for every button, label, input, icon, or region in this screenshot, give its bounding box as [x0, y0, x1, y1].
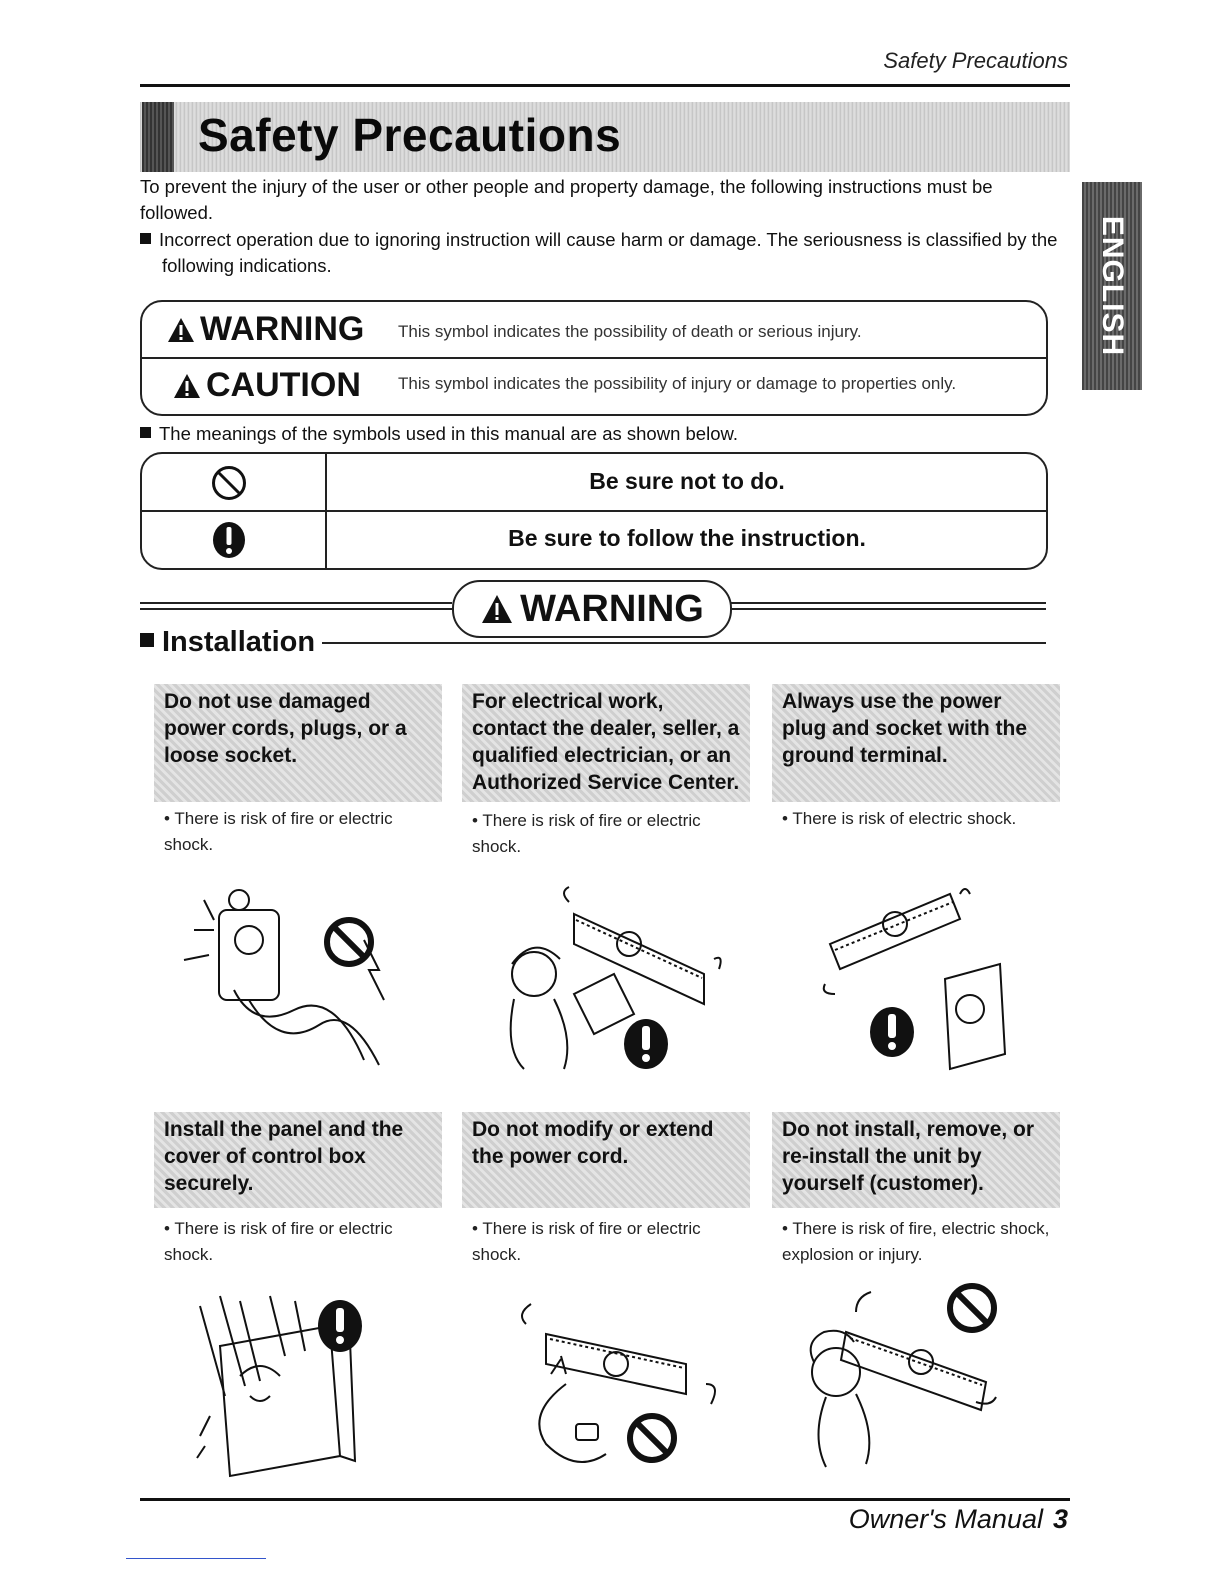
symbol-meaning-follow: Be sure to follow the instruction. [508, 525, 866, 551]
warning-label-text: WARNING [200, 310, 365, 348]
item-note-1-text: There is risk of fire or electric shock. [164, 809, 393, 854]
illustration-power-cord [506, 1294, 736, 1474]
item-note-2: • There is risk of fire or electric shock. [472, 811, 701, 856]
symbol-row-divider [142, 510, 1046, 512]
warning-rule-left-2 [140, 608, 452, 610]
footer-rule [140, 1498, 1070, 1501]
intro-paragraph: To prevent the injury of the user or other people and property damage, the following instructions must be followed. [140, 176, 993, 223]
bullet-square-icon [140, 427, 151, 438]
warning-rule-right-2 [728, 608, 1046, 610]
item-callout-6: Do not install, remove, or re-install the unit by yourself (customer). [772, 1112, 1060, 1208]
illustration-control-box-cover [180, 1296, 380, 1486]
signal-word-box [140, 300, 1048, 416]
mandatory-icon [318, 1300, 362, 1352]
item-note-3-text: There is risk of electric shock. [792, 809, 1017, 828]
illustration-ground-socket [810, 884, 1020, 1074]
mandatory-icon [624, 1019, 668, 1069]
item-note-2-text: There is risk of fire or electric shock. [472, 811, 701, 856]
running-header: Safety Precautions [883, 48, 1068, 73]
item-note-6: • There is risk of fire, electric shock, explosion or injury. [782, 1219, 1050, 1264]
link-underline [126, 1558, 266, 1559]
warning-rule-left-1 [140, 602, 452, 604]
intro-bullet-1 [140, 227, 1082, 279]
signal-divider [142, 357, 1046, 359]
item-note-4-text: There is risk of fire or electric shock. [164, 1219, 393, 1264]
item-callout-1: Do not use damaged power cords, plugs, or a loose socket. [154, 684, 442, 802]
section-heading-text: Installation [162, 626, 316, 658]
caution-description: This symbol indicates the possibility of injury or damage to properties only. [398, 374, 957, 393]
warning-triangle-icon [166, 316, 196, 344]
warning-heading-text: WARNING [520, 587, 704, 630]
intro-bullet-2-text: The meanings of the symbols used in this manual are as shown below. [159, 423, 738, 444]
item-note-5: • There is risk of fire or electric shock. [472, 1219, 701, 1264]
intro-bullet-1-text: Incorrect operation due to ignoring instruction will cause harm or damage. The seriousness is classified by the following indications. [159, 229, 1058, 276]
bullet-square-icon [140, 233, 151, 244]
caution-triangle-icon [172, 372, 202, 400]
warning-triangle-icon [480, 593, 514, 625]
language-tab[interactable] [1082, 182, 1142, 390]
page-title: Safety Precautions [198, 109, 622, 161]
bullet-square-icon [140, 633, 154, 647]
item-callout-2: For electrical work, contact the dealer, seller, a qualified electrician, or an Authorized Service Center. [462, 684, 750, 802]
item-note-3: • There is risk of electric shock. [782, 809, 1017, 828]
prohibition-icon [210, 464, 248, 502]
mandatory-icon [210, 520, 248, 560]
prohibition-icon [630, 1416, 674, 1460]
page-footer [700, 1504, 1068, 1535]
header-rule [140, 84, 1070, 87]
item-callout-4: Install the panel and the cover of control box securely. [154, 1112, 442, 1208]
warning-label [166, 310, 364, 349]
item-note-4: • There is risk of fire or electric shock. [164, 1219, 393, 1264]
warning-heading [452, 580, 732, 638]
caution-label-text: CAUTION [206, 366, 361, 404]
language-tab-label: ENGLISH [1096, 215, 1129, 357]
section-banner [140, 102, 1070, 172]
item-callout-5: Do not modify or extend the power cord. [462, 1112, 750, 1208]
item-note-5-text: There is risk of fire or electric shock. [472, 1219, 701, 1264]
symbol-meaning-prohibit: Be sure not to do. [589, 468, 785, 494]
section-heading [140, 626, 315, 659]
warning-description: This symbol indicates the possibility of death or serious injury. [398, 322, 862, 341]
item-callout-3: Always use the power plug and socket with the ground terminal. [772, 684, 1060, 802]
page-number: 3 [1052, 1504, 1068, 1534]
prohibition-icon [950, 1286, 994, 1330]
item-note-6-text: There is risk of fire, electric shock, explosion or injury. [782, 1219, 1050, 1264]
illustration-electrician [484, 884, 724, 1074]
mandatory-icon [870, 1007, 914, 1057]
intro-bullet-2 [140, 421, 1070, 447]
section-rule [322, 642, 1046, 644]
banner-marker [142, 102, 174, 172]
illustration-self-install [796, 1282, 1026, 1472]
warning-rule-right-1 [728, 602, 1046, 604]
footer-label: Owner's Manual [848, 1504, 1043, 1534]
symbol-meaning-box [140, 452, 1048, 570]
caution-label [172, 366, 361, 405]
item-note-1: • There is risk of fire or electric shock. [164, 809, 393, 854]
illustration-damaged-cord [164, 880, 414, 1070]
